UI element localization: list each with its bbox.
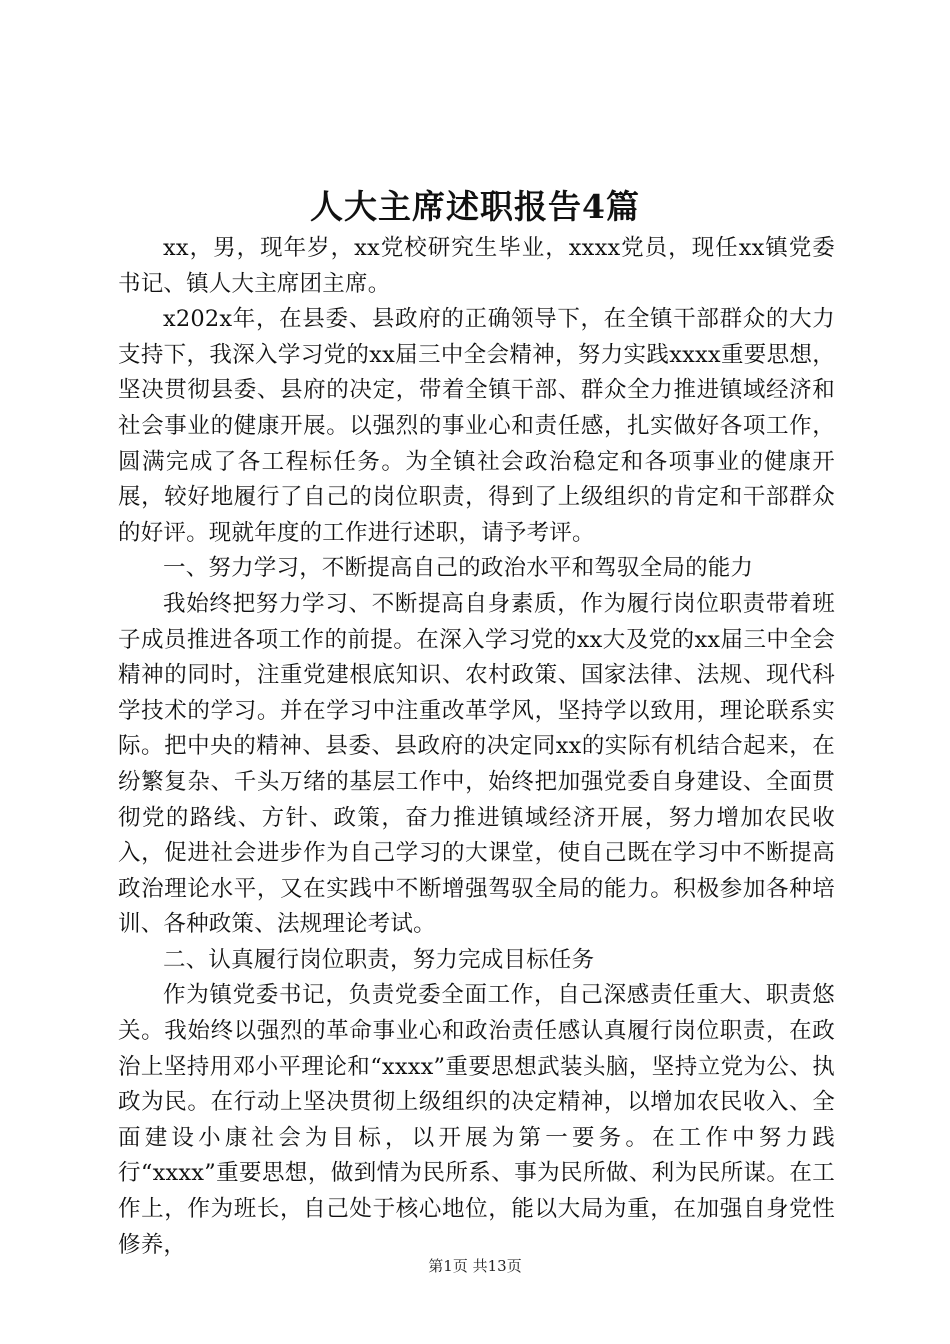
- paragraph-section-2: 作为镇党委书记，负责党委全面工作，自己深感责任重大、职责悠关。我始终以强烈的革命事业心和政治责任感认真履行岗位职责，在政治上坚持用邓小平理论和“xxxx”重要思想武装头脑，坚持立党为公、执政为民。在行动上坚决贯彻上级组织的决定精神，以增加农民收入、全面建设小康社会为目标，以开展为第一要务。在工作中努力践行“xxxx”重要思想，做到情为民所系、事为民所做、利为民所谋。在工作上，作为班长，自己处于核心地位，能以大局为重，在加强自身党性修养，: [118, 982, 835, 1258]
- document-title: 人大主席述职报告4篇: [310, 187, 640, 226]
- section-heading-2: 二、认真履行岗位职责，努力完成目标任务: [163, 946, 595, 973]
- page-number-footer: 第1页 共13页: [428, 1257, 522, 1275]
- paragraph-section-1: 我始终把努力学习、不断提高自身素质，作为履行岗位职责带着班子成员推进各项工作的前提。在深入学习党的xx大及党的xx届三中全会精神的同时，注重党建根底知识、农村政策、国家法律、法规、现代科学技术的学习。并在学习中注重改革学风，坚持学以致用，理论联系实际。把中央的精神、县委、县政府的决定同xx的实际有机结合起来，在纷繁复杂、千头万绪的基层工作中，始终把加强党委自身建设、全面贯彻党的路线、方针、政策，奋力推进镇域经济开展，努力增加农民收入，促进社会进步作为自己学习的大课堂，使自己既在学习中不断提高政治理论水平，又在实践中不断增强驾驭全局的能力。积极参加各种培训、各种政策、法规理论考试。: [118, 590, 835, 938]
- section-heading-1: 一、努力学习，不断提高自己的政治水平和驾驭全局的能力: [163, 555, 754, 582]
- document-body: [118, 231, 835, 1263]
- paragraph-summary: x202x年，在县委、县政府的正确领导下，在全镇干部群众的大力支持下，我深入学习党的xx届三中全会精神，努力实践xxxx重要思想，坚决贯彻县委、县府的决定，带着全镇干部、群众全力推进镇域经济和社会事业的健康开展。以强烈的事业心和责任感，扎实做好各项工作，圆满完成了各工程标任务。为全镇社会政治稳定和各项事业的健康开展，较好地履行了自己的岗位职责，得到了上级组织的肯定和干部群众的好评。现就年度的工作进行述职，请予考评。: [118, 306, 835, 546]
- paragraph-intro: xx，男，现年岁，xx党校研究生毕业，xxxx党员，现任xx镇党委书记、镇人大主席团主席。: [118, 235, 835, 297]
